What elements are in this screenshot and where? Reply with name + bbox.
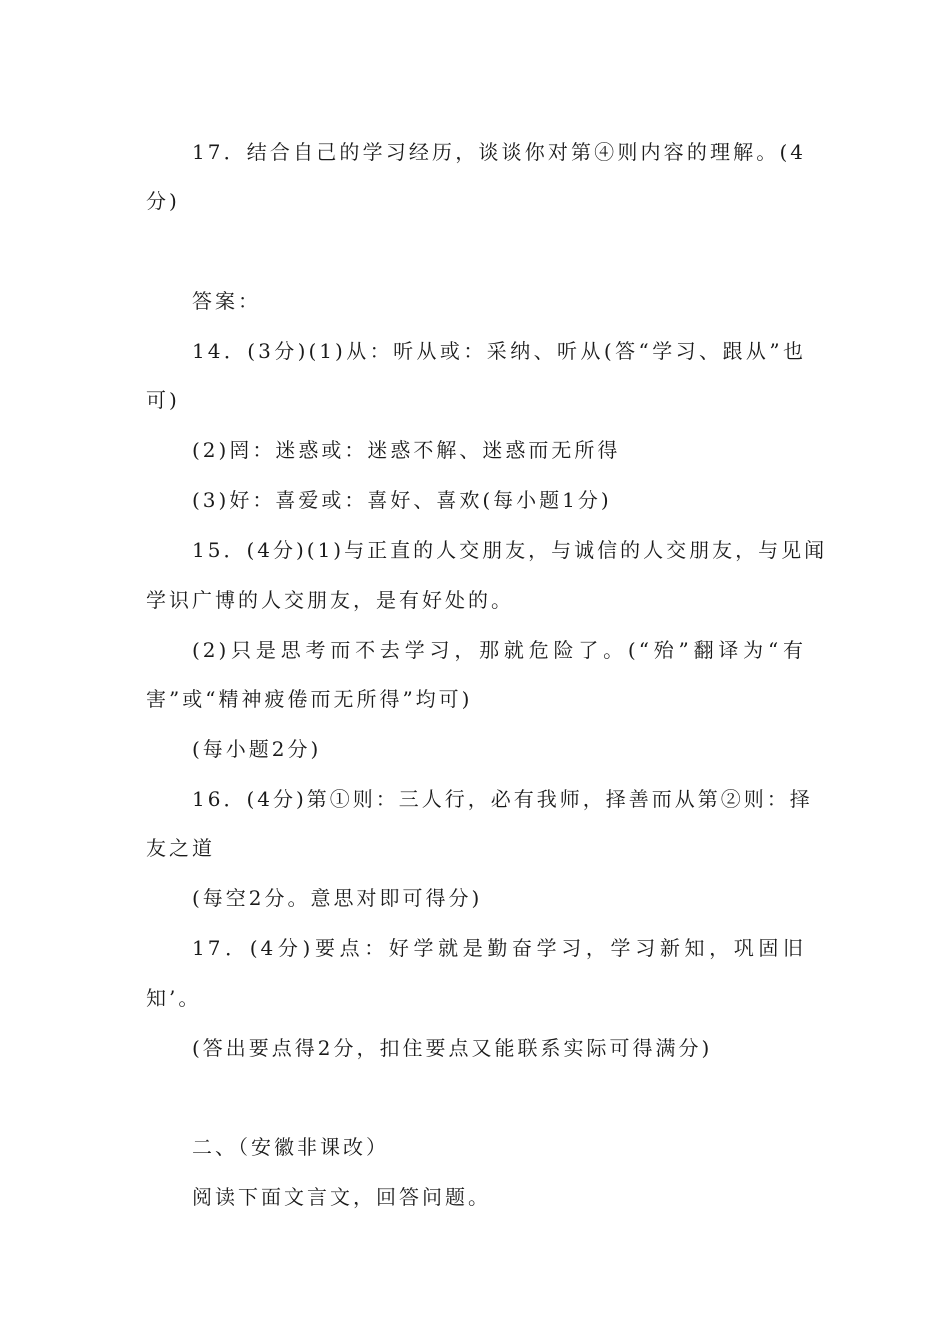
answer-15-scoring: (每小题2分) bbox=[192, 737, 322, 761]
answer-heading: 答案： bbox=[192, 289, 261, 313]
answer-14-item-3: (3)好：喜爱或：喜好、喜欢(每小题1分) bbox=[192, 488, 612, 512]
question-17-line-2: 分) bbox=[146, 189, 180, 213]
answer-14-item-2: (2)罔：迷惑或：迷惑不解、迷惑而无所得 bbox=[192, 438, 621, 462]
answer-17-line-2: 知’。 bbox=[146, 986, 202, 1010]
answer-16-scoring: (每空2分。意思对即可得分) bbox=[192, 886, 483, 910]
section-two-instruction: 阅读下面文言文，回答问题。 bbox=[192, 1185, 491, 1209]
answer-15-item-2-line-2: 害”或“精神疲倦而无所得”均可) bbox=[146, 687, 473, 711]
answer-17-line-1: 17．(4分)要点：好学就是勤奋学习，学习新知，巩固旧 bbox=[192, 936, 806, 960]
answer-17-scoring: (答出要点得2分，扣住要点又能联系实际可得满分) bbox=[192, 1036, 713, 1060]
answer-16-line-2: 友之道 bbox=[146, 836, 215, 860]
answer-16-line-1: 16．(4分)第①则：三人行，必有我师，择善而从第②则：择 bbox=[192, 787, 813, 811]
answer-14-line-1: 14．(3分)(1)从：听从或：采纳、听从(答“学习、跟从”也 bbox=[192, 339, 806, 363]
question-17-line-1: 17．结合自己的学习经历，谈谈你对第④则内容的理解。(4 bbox=[192, 140, 806, 164]
answer-15-line-2: 学识广博的人交朋友，是有好处的。 bbox=[146, 588, 514, 612]
section-two-heading: 二、（安徽非课改） bbox=[192, 1135, 389, 1159]
answer-14-line-2: 可) bbox=[146, 388, 180, 412]
answer-15-item-2-line-1: (2)只是思考而不去学习，那就危险了。(“殆”翻译为“有 bbox=[192, 638, 806, 662]
answer-15-line-1: 15．(4分)(1)与正直的人交朋友，与诚信的人交朋友，与见闻 bbox=[192, 538, 828, 562]
